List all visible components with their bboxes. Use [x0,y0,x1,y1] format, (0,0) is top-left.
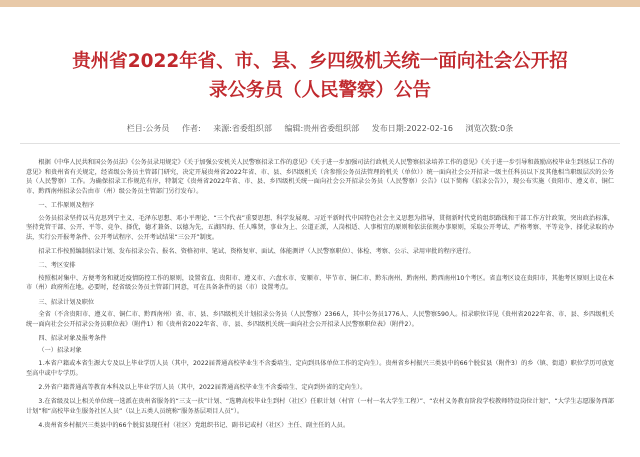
paragraph-target-2: 2.外省户籍普通高等教育本科及以上毕业学历人员（其中，2022届普通高校毕业生不含委培生、定向到外省的定向生）。 [38,383,367,391]
article-title-line2: 录公务员（人民警察）公告 [208,80,431,101]
article-title-line1: 贵州省2022年省、市、县、乡四级机关统一面向社会公开招 [72,51,568,72]
meta-divider [20,143,620,144]
meta-views: 浏览次数:0条 [465,124,514,133]
section-heading-1: 一、工作原则及程序 [38,201,95,209]
article-page [0,7,640,457]
paragraph-target-1: 1.本省户籍或本省生源大专及以上毕业学历人员（其中，2022届普通高校毕业生不含委培生、定向到具体单位工作的定向生）。贵州省乡村振兴三类县中的66个脱贫县（附件3）的乡（镇、街道）职位学历可放宽至高中或中专学历。 [26,360,614,377]
meta-editor: 编辑:贵州省委组织部 [284,124,360,133]
paragraph-procedure: 招录工作按照编制招录计划、发布招录公告、报名、资格初审、笔试、资格复审、面试、体能测评（人民警察职位）、体检、考察、公示、录用审批的程序进行。 [38,247,475,255]
meta-column: 栏目:公务员 [126,124,170,133]
article-body [26,158,614,430]
article-meta [0,121,640,137]
section-heading-3: 三、招录计划及职位 [38,298,95,306]
meta-date: 发布日期:2022-02-16 [371,124,453,133]
paragraph-exam-areas: 按照相对集中、方便考务和就近疫情防控工作的原则，设置省直、贵阳市、遵义市、六盘水市、安顺市、毕节市、铜仁市、黔东南州、黔南州、黔西南州10个考区。省直考区设在贵阳市，其他考区原则上设在本市（州）政府所在地。必要时，经省级公务员主管部门同意，可在具备条件的县（市）设置考点。 [26,274,614,292]
subsection-heading-1: （一）招录对象 [38,347,82,355]
paragraph-target-4: 4.贵州省乡村振兴三类县中的66个脱贫县现任村（社区）党组织书记、副书记或村（社区）主任、副主任的人员。 [38,421,350,429]
paragraph-quota: 全省（不含贵阳市、遵义市、铜仁市、黔西南州）省、市、县、乡四级机关计划招录公务员（人民警察）2366人，其中公务员1776人、人民警察590人。招录职位详见《贵州省2022年省、市、县、乡四级机关统一面向社会公开招录公务员职位表》（附件1）和《贵州省2022年省、市、县、乡四级机关统一面向社会公开招录人民警察职位表》（附件2）。 [26,311,614,328]
top-accent-bar [0,0,640,7]
paragraph-principles: 公务员招录坚持以马克思列宁主义、毛泽东思想、邓小平理论、“三个代表”重要思想、科学发展观、习近平新时代中国特色社会主义思想为指导，贯彻新时代党的组织路线和干部工作方针政策，突出政治标准，坚持党管干部、公开、平等、竞争、择优，德才兼备、以德为先，五湖四海、任人唯贤，事业为上、公道正派，人岗相适、人事相宜的原则和依法依规办事原则，采取公开考试、严格考察、平等竞争、择优录取的办法，实行公开报考条件、公开考试程序、公开考试结果“三公开”制度。 [26,214,614,241]
paragraph-intro: 根据《中华人民共和国公务员法》《公务员录用规定》《关于加强公安机关人民警察招录工作的意见》《关于进一步加强司法行政机关人民警察招录培养工作的意见》《关于进一步引导和鼓励高校毕业生到基层工作的意见》和贵州省有关规定，经省级公务员主管部门研究，决定开展贵州省2022年省、市、县、乡四级机关（含参照公务员法管理的机关（单位））统一面向社会公开招录一级主任科员以下及其他相当职级层次的公务员（人民警察）工作。为确保招录工作规范有序，特制定《贵州省2022年省、市、县、乡四级机关统一面向社会公开招录公务员（人民警察）公告》（以下简称《招录公告》），现公布实施（贵阳市、遵义市、铜仁市、黔西南州招录公告由市（州）级公务员主管部门另行发布）。 [26,159,614,195]
meta-author: 作者: [181,124,201,133]
section-heading-4: 四、招录对象及报考条件 [38,334,107,342]
meta-source: 来源:省委组织部 [213,124,272,133]
paragraph-target-3: 3.在省级及以上相关单位统一选派在贵州省服务的“三支一扶”计划、“选聘高校毕业生到村（社区）任职计划（村官（一村一名大学生工程）”、“农村义务教育阶段学校教师特设岗位计划”、“大学生志愿服务西部计划”和“高校毕业生服务社区人员”（以上五类人员统称“服务基层项目人员”）。 [26,398,614,415]
section-heading-2: 二、考区安排 [38,262,76,270]
